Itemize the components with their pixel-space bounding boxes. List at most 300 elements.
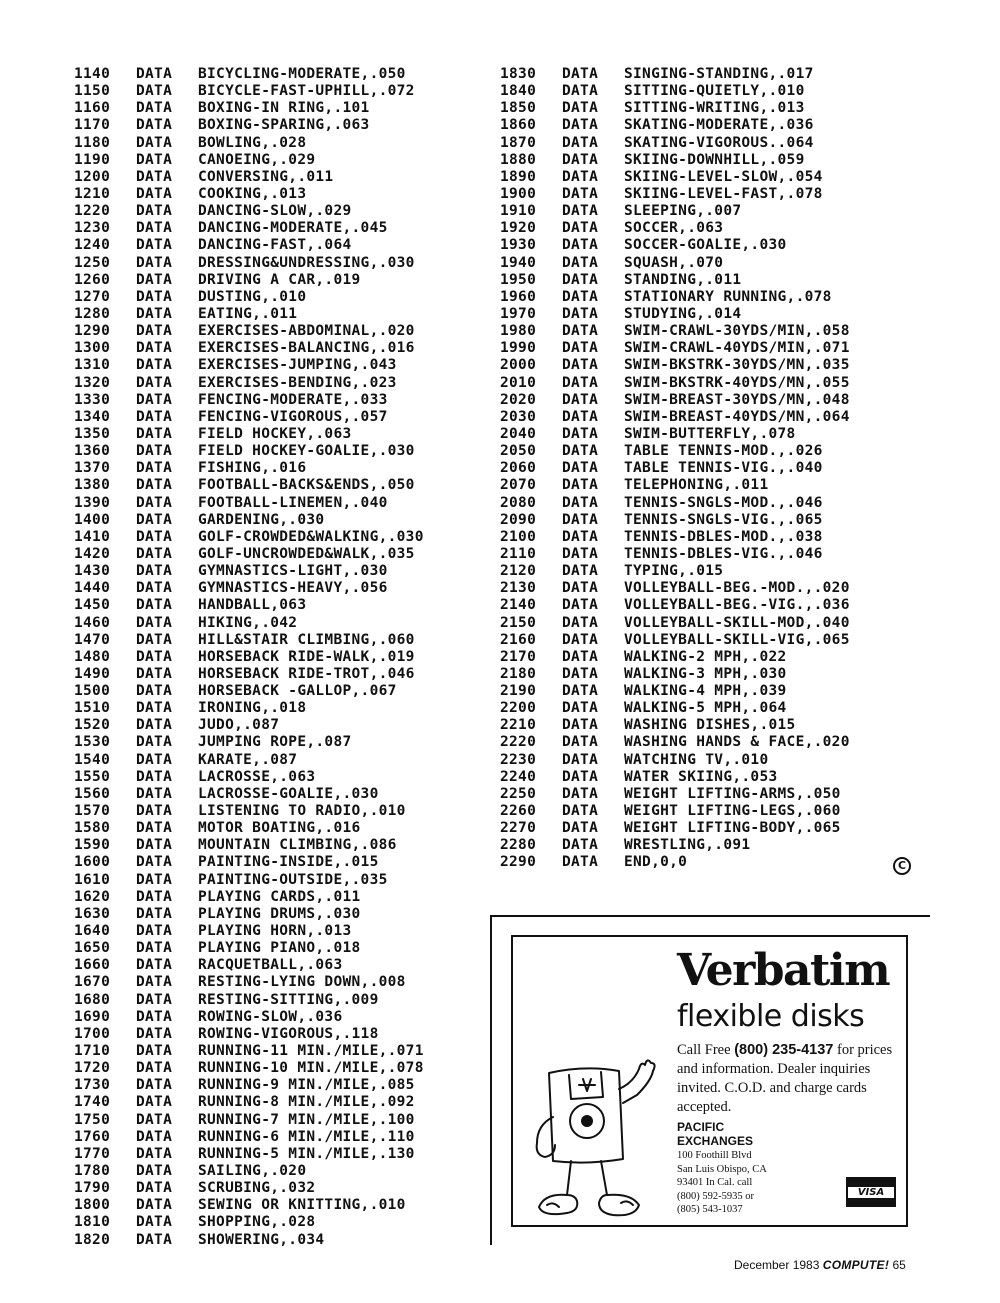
line-number: 1580 bbox=[74, 820, 111, 837]
visa-card-label: VISA bbox=[857, 1187, 885, 1198]
basic-data-line bbox=[500, 443, 850, 460]
data-statement: TELEPHONING,.011 bbox=[624, 477, 769, 494]
data-statement: SKIING-LEVEL-SLOW,.054 bbox=[624, 168, 823, 185]
basic-keyword: DATA bbox=[562, 288, 599, 305]
basic-keyword: DATA bbox=[562, 374, 599, 391]
data-statement: VOLLEYBALL-SKILL-VIG,.065 bbox=[624, 631, 850, 648]
line-number: 1940 bbox=[500, 254, 537, 271]
basic-data-line bbox=[500, 563, 850, 580]
data-statement: FIELD HOCKEY-GOALIE,.030 bbox=[198, 443, 415, 460]
data-statement: SINGING-STANDING,.017 bbox=[624, 66, 814, 82]
line-number: 1600 bbox=[74, 854, 111, 871]
line-number: 1710 bbox=[74, 1043, 111, 1060]
line-number: 1340 bbox=[74, 408, 111, 425]
basic-keyword: DATA bbox=[136, 1231, 173, 1248]
basic-keyword: DATA bbox=[136, 511, 173, 528]
basic-keyword: DATA bbox=[136, 460, 173, 477]
line-number: 2010 bbox=[500, 374, 537, 391]
basic-data-line bbox=[500, 854, 850, 871]
data-statement: DRESSING&UNDRESSING,.030 bbox=[198, 254, 415, 271]
basic-keyword: DATA bbox=[136, 1094, 173, 1111]
line-number: 1190 bbox=[74, 151, 111, 168]
basic-keyword: DATA bbox=[136, 991, 173, 1008]
data-statement: PLAYING PIANO,.018 bbox=[198, 940, 361, 957]
line-number: 1680 bbox=[74, 991, 111, 1008]
basic-keyword: DATA bbox=[136, 254, 173, 271]
basic-data-line bbox=[74, 632, 424, 649]
line-number: 1960 bbox=[500, 288, 537, 305]
line-number: 1830 bbox=[500, 66, 537, 82]
data-statement: DANCING-FAST,.064 bbox=[198, 237, 352, 254]
line-number: 1200 bbox=[74, 168, 111, 185]
line-number: 2200 bbox=[500, 700, 537, 717]
basic-data-line bbox=[74, 580, 424, 597]
data-statement: COOKING,.013 bbox=[198, 185, 307, 202]
basic-data-line bbox=[500, 289, 850, 306]
data-statement: WEIGHT LIFTING-LEGS,.060 bbox=[624, 803, 841, 820]
line-number: 1390 bbox=[74, 494, 111, 511]
line-number: 1720 bbox=[74, 1060, 111, 1077]
basic-keyword: DATA bbox=[562, 803, 599, 820]
basic-data-line bbox=[500, 615, 850, 632]
data-statement: SQUASH,.070 bbox=[624, 254, 724, 271]
basic-keyword: DATA bbox=[562, 820, 599, 837]
line-number: 1160 bbox=[74, 100, 111, 117]
data-statement: RUNNING-5 MIN./MILE,.130 bbox=[198, 1145, 415, 1162]
data-statement: TABLE TENNIS-MOD.,.026 bbox=[624, 443, 823, 460]
basic-data-line bbox=[74, 769, 424, 786]
data-statement: SLEEPING,.007 bbox=[624, 203, 742, 220]
data-statement: FENCING-MODERATE,.033 bbox=[198, 391, 388, 408]
basic-keyword: DATA bbox=[562, 323, 599, 340]
basic-keyword: DATA bbox=[136, 1180, 173, 1197]
basic-keyword: DATA bbox=[562, 700, 599, 717]
basic-data-line bbox=[74, 872, 424, 889]
data-statement: GOLF-CROWDED&WALKING,.030 bbox=[198, 528, 424, 545]
basic-keyword: DATA bbox=[562, 631, 599, 648]
data-statement: SWIM-BUTTERFLY,.078 bbox=[624, 425, 796, 442]
data-statement: PAINTING-OUTSIDE,.035 bbox=[198, 871, 388, 888]
data-statement: WALKING-3 MPH,.030 bbox=[624, 665, 787, 682]
line-number: 1610 bbox=[74, 871, 111, 888]
line-number: 2050 bbox=[500, 443, 537, 460]
basic-keyword: DATA bbox=[136, 1111, 173, 1128]
line-number: 1970 bbox=[500, 305, 537, 322]
line-number: 1220 bbox=[74, 203, 111, 220]
data-statement: SEWING OR KNITTING,.010 bbox=[198, 1197, 406, 1214]
basic-keyword: DATA bbox=[562, 751, 599, 768]
basic-keyword: DATA bbox=[562, 443, 599, 460]
ad-address-line: 93401 In Cal. call bbox=[677, 1177, 753, 1188]
data-statement: SWIM-CRAWL-30YDS/MIN,.058 bbox=[624, 323, 850, 340]
data-statement: HORSEBACK -GALLOP,.067 bbox=[198, 683, 397, 700]
basic-data-line bbox=[74, 717, 424, 734]
line-number: 1700 bbox=[74, 1025, 111, 1042]
basic-data-line bbox=[74, 306, 424, 323]
line-number: 1500 bbox=[74, 683, 111, 700]
line-number: 1260 bbox=[74, 271, 111, 288]
basic-keyword: DATA bbox=[562, 563, 599, 580]
basic-data-line bbox=[500, 683, 850, 700]
data-statement: ROWING-VIGOROUS,.118 bbox=[198, 1025, 379, 1042]
basic-data-line bbox=[500, 837, 850, 854]
basic-keyword: DATA bbox=[136, 854, 173, 871]
basic-keyword: DATA bbox=[562, 340, 599, 357]
basic-data-line bbox=[500, 220, 850, 237]
data-statement: BOWLING,.028 bbox=[198, 134, 307, 151]
line-number: 2140 bbox=[500, 597, 537, 614]
ad-address-line: (805) 543-1037 bbox=[677, 1204, 743, 1215]
line-number: 2060 bbox=[500, 460, 537, 477]
basic-keyword: DATA bbox=[562, 768, 599, 785]
basic-keyword: DATA bbox=[136, 614, 173, 631]
data-statement: EXERCISES-JUMPING,.043 bbox=[198, 357, 397, 374]
basic-keyword: DATA bbox=[562, 545, 599, 562]
data-statement: SKIING-DOWNHILL,.059 bbox=[624, 151, 805, 168]
data-statement: RUNNING-11 MIN./MILE,.071 bbox=[198, 1043, 424, 1060]
data-statement: EXERCISES-ABDOMINAL,.020 bbox=[198, 323, 415, 340]
data-statement: SKATING-MODERATE,.036 bbox=[624, 117, 814, 134]
line-number: 1910 bbox=[500, 203, 537, 220]
data-statement: SKIING-LEVEL-FAST,.078 bbox=[624, 185, 823, 202]
basic-data-line bbox=[74, 820, 424, 837]
basic-data-line bbox=[74, 512, 424, 529]
basic-data-line bbox=[74, 443, 424, 460]
basic-keyword: DATA bbox=[136, 580, 173, 597]
basic-keyword: DATA bbox=[136, 785, 173, 802]
basic-keyword: DATA bbox=[136, 700, 173, 717]
line-number: 1510 bbox=[74, 700, 111, 717]
basic-keyword: DATA bbox=[136, 117, 173, 134]
line-number: 2130 bbox=[500, 580, 537, 597]
basic-keyword: DATA bbox=[562, 66, 599, 82]
ad-company-line1: PACIFIC bbox=[677, 1120, 725, 1134]
data-statement: JUMPING ROPE,.087 bbox=[198, 734, 352, 751]
basic-keyword: DATA bbox=[136, 923, 173, 940]
basic-keyword: DATA bbox=[562, 357, 599, 374]
line-number: 1920 bbox=[500, 220, 537, 237]
data-statement: TENNIS-SNGLS-VIG.,.065 bbox=[624, 511, 823, 528]
floppy-disk-mascot-icon bbox=[527, 1055, 667, 1223]
basic-keyword: DATA bbox=[562, 614, 599, 631]
line-number: 2290 bbox=[500, 854, 537, 871]
basic-data-line bbox=[500, 409, 850, 426]
basic-keyword: DATA bbox=[136, 717, 173, 734]
basic-data-line bbox=[74, 923, 424, 940]
basic-data-line bbox=[74, 786, 424, 803]
data-statement: SWIM-BREAST-40YDS/MN,.064 bbox=[624, 408, 850, 425]
line-number: 2260 bbox=[500, 803, 537, 820]
line-number: 1460 bbox=[74, 614, 111, 631]
basic-keyword: DATA bbox=[136, 1163, 173, 1179]
basic-keyword: DATA bbox=[562, 837, 599, 854]
basic-data-line bbox=[74, 152, 424, 169]
basic-keyword: DATA bbox=[136, 357, 173, 374]
basic-keyword: DATA bbox=[136, 803, 173, 820]
line-number: 1170 bbox=[74, 117, 111, 134]
line-number: 1730 bbox=[74, 1077, 111, 1094]
data-statement: SOCCER-GOALIE,.030 bbox=[624, 237, 787, 254]
basic-data-line bbox=[74, 615, 424, 632]
basic-keyword: DATA bbox=[562, 185, 599, 202]
basic-keyword: DATA bbox=[136, 734, 173, 751]
line-number: 2080 bbox=[500, 494, 537, 511]
basic-keyword: DATA bbox=[562, 854, 599, 871]
data-statement: WATER SKIING,.053 bbox=[624, 768, 778, 785]
basic-data-line bbox=[74, 734, 424, 751]
basic-keyword: DATA bbox=[136, 597, 173, 614]
basic-data-line bbox=[500, 83, 850, 100]
basic-keyword: DATA bbox=[136, 374, 173, 391]
line-number: 1980 bbox=[500, 323, 537, 340]
basic-data-line bbox=[500, 649, 850, 666]
ad-call-prefix: Call Free bbox=[677, 1042, 731, 1058]
line-number: 1480 bbox=[74, 648, 111, 665]
basic-keyword: DATA bbox=[136, 768, 173, 785]
basic-keyword: DATA bbox=[562, 117, 599, 134]
basic-keyword: DATA bbox=[136, 288, 173, 305]
data-statement: END,0,0 bbox=[624, 854, 688, 871]
issue-date: December 1983 bbox=[734, 1258, 820, 1272]
data-statement: SHOWERING,.034 bbox=[198, 1231, 325, 1248]
line-number: 1810 bbox=[74, 1214, 111, 1231]
basic-keyword: DATA bbox=[136, 1197, 173, 1214]
basic-keyword: DATA bbox=[136, 185, 173, 202]
basic-data-line bbox=[74, 237, 424, 254]
basic-data-line bbox=[500, 529, 850, 546]
basic-keyword: DATA bbox=[562, 528, 599, 545]
data-statement: TYPING,.015 bbox=[624, 563, 724, 580]
data-statement: PLAYING DRUMS,.030 bbox=[198, 905, 361, 922]
data-statement: SCRUBING,.032 bbox=[198, 1180, 316, 1197]
line-number: 1870 bbox=[500, 134, 537, 151]
line-number: 1690 bbox=[74, 1008, 111, 1025]
basic-data-line bbox=[74, 1112, 424, 1129]
data-statement: WRESTLING,.091 bbox=[624, 837, 751, 854]
basic-keyword: DATA bbox=[136, 974, 173, 991]
data-statement: SAILING,.020 bbox=[198, 1163, 307, 1179]
data-statement: DRIVING A CAR,.019 bbox=[198, 271, 361, 288]
basic-keyword: DATA bbox=[562, 717, 599, 734]
basic-keyword: DATA bbox=[136, 631, 173, 648]
basic-keyword: DATA bbox=[562, 100, 599, 117]
basic-keyword: DATA bbox=[562, 511, 599, 528]
line-number: 1270 bbox=[74, 288, 111, 305]
basic-data-line bbox=[500, 392, 850, 409]
line-number: 1310 bbox=[74, 357, 111, 374]
basic-data-line bbox=[74, 803, 424, 820]
basic-keyword: DATA bbox=[562, 460, 599, 477]
basic-data-line bbox=[74, 546, 424, 563]
basic-keyword: DATA bbox=[136, 665, 173, 682]
basic-keyword: DATA bbox=[136, 1145, 173, 1162]
data-statement: PLAYING CARDS,.011 bbox=[198, 888, 361, 905]
line-number: 1420 bbox=[74, 545, 111, 562]
basic-keyword: DATA bbox=[136, 66, 173, 82]
basic-keyword: DATA bbox=[136, 957, 173, 974]
magazine-name: COMPUTE! bbox=[822, 1258, 890, 1272]
basic-data-line bbox=[74, 1129, 424, 1146]
line-number: 1850 bbox=[500, 100, 537, 117]
line-number: 2160 bbox=[500, 631, 537, 648]
data-statement: WALKING-4 MPH,.039 bbox=[624, 683, 787, 700]
basic-data-line bbox=[500, 357, 850, 374]
basic-keyword: DATA bbox=[562, 408, 599, 425]
data-statement: GARDENING,.030 bbox=[198, 511, 325, 528]
line-number: 1320 bbox=[74, 374, 111, 391]
basic-data-line bbox=[74, 1026, 424, 1043]
basic-data-line bbox=[500, 186, 850, 203]
basic-data-line bbox=[74, 1232, 424, 1249]
basic-keyword: DATA bbox=[562, 425, 599, 442]
basic-data-line bbox=[500, 426, 850, 443]
basic-data-line bbox=[74, 700, 424, 717]
line-number: 2250 bbox=[500, 785, 537, 802]
line-number: 1590 bbox=[74, 837, 111, 854]
basic-data-line bbox=[500, 100, 850, 117]
line-number: 1550 bbox=[74, 768, 111, 785]
basic-keyword: DATA bbox=[136, 443, 173, 460]
data-statement: STUDYING,.014 bbox=[624, 305, 742, 322]
basic-data-line bbox=[500, 169, 850, 186]
basic-keyword: DATA bbox=[136, 837, 173, 854]
basic-data-line bbox=[500, 460, 850, 477]
basic-data-line bbox=[74, 974, 424, 991]
basic-data-line bbox=[500, 700, 850, 717]
basic-keyword: DATA bbox=[136, 220, 173, 237]
line-number: 2240 bbox=[500, 768, 537, 785]
line-number: 1760 bbox=[74, 1128, 111, 1145]
basic-data-line bbox=[74, 889, 424, 906]
basic-keyword: DATA bbox=[136, 888, 173, 905]
basic-data-line bbox=[500, 135, 850, 152]
basic-data-line bbox=[74, 563, 424, 580]
line-number: 1430 bbox=[74, 563, 111, 580]
basic-keyword: DATA bbox=[562, 665, 599, 682]
line-number: 2170 bbox=[500, 648, 537, 665]
basic-data-line bbox=[500, 117, 850, 134]
basic-data-line bbox=[500, 632, 850, 649]
basic-data-line bbox=[500, 237, 850, 254]
data-statement: STATIONARY RUNNING,.078 bbox=[624, 288, 832, 305]
data-statement: WALKING-2 MPH,.022 bbox=[624, 648, 787, 665]
line-number: 2150 bbox=[500, 614, 537, 631]
data-statement: WASHING DISHES,.015 bbox=[624, 717, 796, 734]
data-statement: LISTENING TO RADIO,.010 bbox=[198, 803, 406, 820]
basic-keyword: DATA bbox=[136, 751, 173, 768]
basic-data-line bbox=[74, 1060, 424, 1077]
basic-data-line bbox=[74, 1163, 424, 1180]
line-number: 2120 bbox=[500, 563, 537, 580]
basic-data-line bbox=[74, 683, 424, 700]
page-footer bbox=[734, 1258, 906, 1272]
line-number: 1540 bbox=[74, 751, 111, 768]
visa-card-icon bbox=[846, 1177, 896, 1207]
data-statement: GYMNASTICS-LIGHT,.030 bbox=[198, 563, 388, 580]
line-number: 1800 bbox=[74, 1197, 111, 1214]
basic-data-line bbox=[74, 426, 424, 443]
basic-data-line bbox=[500, 580, 850, 597]
ad-brand: Verbatim bbox=[677, 945, 890, 996]
basic-data-line bbox=[500, 734, 850, 751]
line-number: 1490 bbox=[74, 665, 111, 682]
line-number: 2030 bbox=[500, 408, 537, 425]
line-number: 1670 bbox=[74, 974, 111, 991]
line-number: 1400 bbox=[74, 511, 111, 528]
line-number: 1440 bbox=[74, 580, 111, 597]
basic-data-line bbox=[74, 957, 424, 974]
basic-keyword: DATA bbox=[136, 271, 173, 288]
basic-keyword: DATA bbox=[136, 563, 173, 580]
basic-data-line bbox=[74, 186, 424, 203]
basic-data-line bbox=[74, 117, 424, 134]
data-statement: TENNIS-DBLES-MOD.,.038 bbox=[624, 528, 823, 545]
data-statement: IRONING,.018 bbox=[198, 700, 307, 717]
basic-data-line bbox=[74, 375, 424, 392]
line-number: 1650 bbox=[74, 940, 111, 957]
line-number: 1900 bbox=[500, 185, 537, 202]
data-statement: HIKING,.042 bbox=[198, 614, 298, 631]
basic-data-line bbox=[74, 460, 424, 477]
basic-keyword: DATA bbox=[562, 220, 599, 237]
line-number: 1520 bbox=[74, 717, 111, 734]
basic-keyword: DATA bbox=[562, 597, 599, 614]
line-number: 2220 bbox=[500, 734, 537, 751]
basic-data-line bbox=[500, 717, 850, 734]
basic-data-line bbox=[500, 803, 850, 820]
basic-keyword: DATA bbox=[136, 100, 173, 117]
line-number: 2040 bbox=[500, 425, 537, 442]
data-statement: STANDING,.011 bbox=[624, 271, 742, 288]
basic-data-line bbox=[74, 529, 424, 546]
basic-data-line bbox=[500, 203, 850, 220]
line-number: 1950 bbox=[500, 271, 537, 288]
basic-data-line bbox=[74, 1214, 424, 1231]
data-statement: VOLLEYBALL-BEG.-MOD.,.020 bbox=[624, 580, 850, 597]
basic-keyword: DATA bbox=[136, 1077, 173, 1094]
line-number: 1380 bbox=[74, 477, 111, 494]
basic-data-line bbox=[74, 837, 424, 854]
ad-address-line: San Luis Obispo, CA bbox=[677, 1163, 767, 1175]
data-statement: TENNIS-DBLES-VIG.,.046 bbox=[624, 545, 823, 562]
basic-data-line bbox=[500, 786, 850, 803]
data-statement: EXERCISES-BALANCING,.016 bbox=[198, 340, 415, 357]
basic-keyword: DATA bbox=[136, 528, 173, 545]
data-statement: EATING,.011 bbox=[198, 305, 298, 322]
basic-data-line bbox=[74, 906, 424, 923]
line-number: 1860 bbox=[500, 117, 537, 134]
line-number: 1290 bbox=[74, 323, 111, 340]
basic-keyword: DATA bbox=[562, 83, 599, 100]
basic-keyword: DATA bbox=[562, 134, 599, 151]
basic-data-line bbox=[74, 169, 424, 186]
basic-keyword: DATA bbox=[136, 323, 173, 340]
basic-data-line bbox=[74, 100, 424, 117]
data-statement: JUDO,.087 bbox=[198, 717, 280, 734]
data-statement: BICYCLE-FAST-UPHILL,.072 bbox=[198, 83, 415, 100]
line-number: 1180 bbox=[74, 134, 111, 151]
basic-keyword: DATA bbox=[562, 494, 599, 511]
line-number: 2110 bbox=[500, 545, 537, 562]
line-number: 2270 bbox=[500, 820, 537, 837]
basic-data-line bbox=[74, 323, 424, 340]
line-number: 1630 bbox=[74, 905, 111, 922]
line-number: 2180 bbox=[500, 665, 537, 682]
line-number: 1250 bbox=[74, 254, 111, 271]
basic-keyword: DATA bbox=[136, 871, 173, 888]
basic-keyword: DATA bbox=[562, 271, 599, 288]
basic-data-line bbox=[500, 152, 850, 169]
